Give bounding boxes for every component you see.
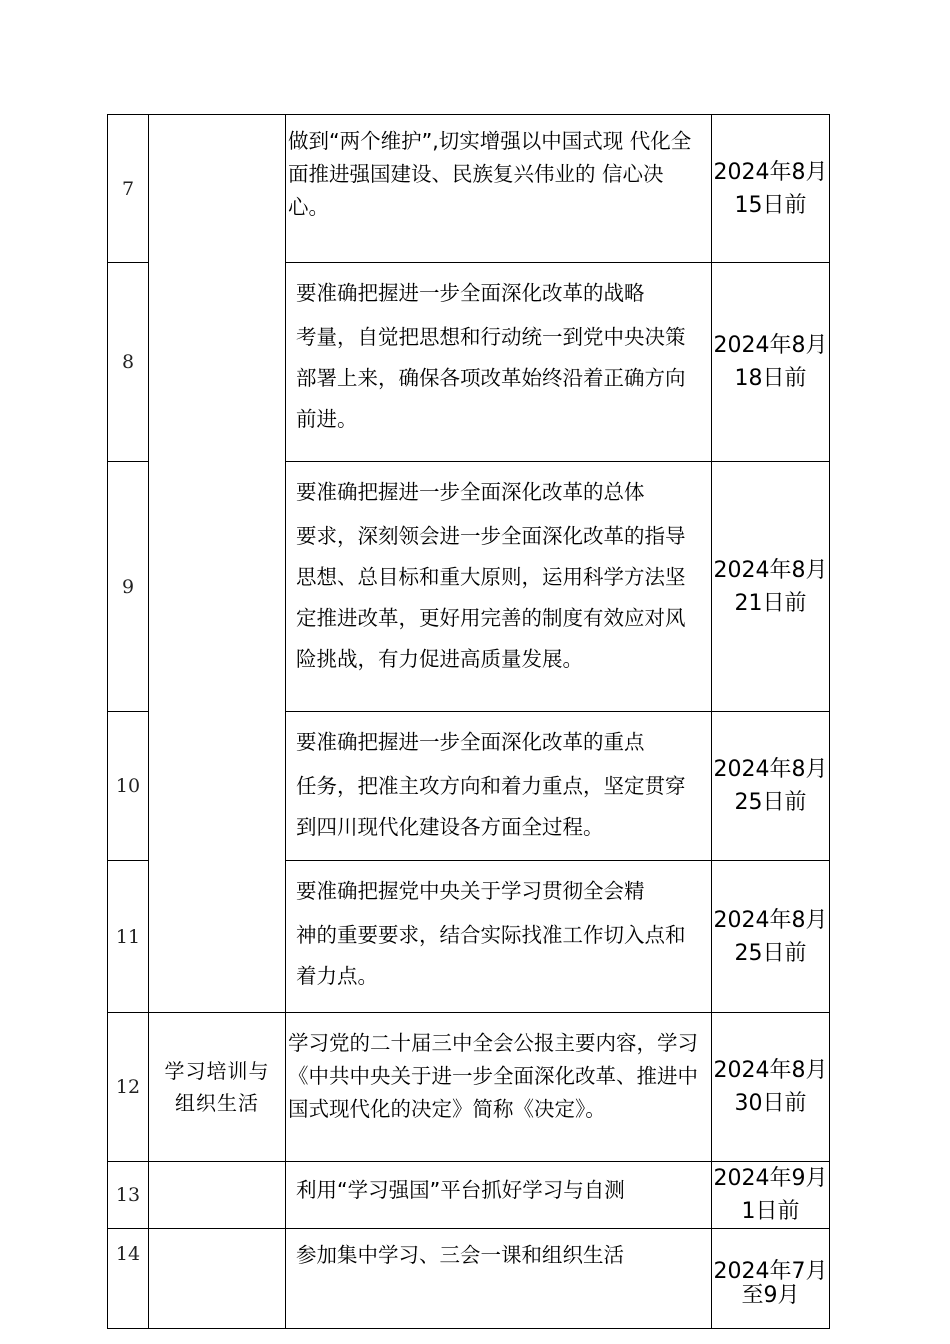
row-number: 12 [108, 1013, 149, 1162]
content-cell [286, 462, 712, 712]
category-cell [149, 462, 286, 712]
table-row [108, 712, 830, 861]
table-row [108, 1229, 830, 1329]
content-text: 要求，深刻领会进一步全面深化改革的指导思想、总目标和重大原则，运用科学方法坚定推进改革，更好用完善的制度有效应对风险挑战，有力促进高质量发展。 [296, 524, 686, 671]
row-number: 7 [108, 115, 149, 263]
row-number: 9 [108, 462, 149, 712]
deadline-cell: 2024年9月1日前 [712, 1162, 830, 1229]
content-cell [286, 1013, 712, 1162]
category-cell [149, 861, 286, 1013]
deadline-cell: 2024年8月30日前 [712, 1013, 830, 1162]
category-cell [149, 712, 286, 861]
category-cell [149, 1229, 286, 1329]
plan-table [107, 114, 830, 1329]
deadline-cell: 2024年7月至9月 [712, 1229, 830, 1329]
table-row [108, 115, 830, 263]
content-text: 神的重要要求，结合实际找准工作切入点和着力点。 [296, 923, 686, 988]
content-text: 任务，把准主攻方向和着力重点，坚定贯穿到四川现代化建设各方面全过程。 [296, 774, 686, 839]
row-number: 11 [108, 861, 149, 1013]
table-row [108, 1162, 830, 1229]
content-text: 利用“学习强国”平台抓好学习与自测 [296, 1178, 625, 1202]
deadline-cell: 2024年8月25日前 [712, 712, 830, 861]
row-number: 14 [108, 1229, 149, 1329]
content-text: 考量，自觉把思想和行动统一到党中央决策部署上来，确保各项改革始终沿着正确方向前进。 [296, 325, 686, 431]
table-row [108, 462, 830, 712]
category-cell: 学习培训与组织生活 [149, 1013, 286, 1162]
row-number: 8 [108, 263, 149, 462]
content-first-line: 要准确把握进一步全面深化改革的战略 [296, 281, 645, 305]
category-cell [149, 115, 286, 263]
category-cell [149, 263, 286, 462]
deadline-cell: 2024年8月18日前 [712, 263, 830, 462]
table-row [108, 861, 830, 1013]
content-first-line: 要准确把握党中央关于学习贯彻全会精 [296, 879, 645, 903]
content-cell [286, 1229, 712, 1329]
content-text: 做到“两个维护”,切实增强以中国式现 代化全面推进强国建设、民族复兴伟业的 信心决心。 [288, 129, 692, 219]
content-cell [286, 115, 712, 263]
content-text: 学习党的二十届三中全会公报主要内容，学习《中共中央关于进一步全面深化改革、推进中国式现代化的决定》简称《决定》。 [288, 1031, 698, 1121]
category-cell [149, 1162, 286, 1229]
content-cell [286, 1162, 712, 1229]
content-cell [286, 263, 712, 462]
content-text: 参加集中学习、三会一课和组织生活 [296, 1243, 624, 1267]
content-first-line: 要准确把握进一步全面深化改革的重点 [296, 730, 645, 754]
table-row [108, 263, 830, 462]
content-cell [286, 712, 712, 861]
deadline-cell: 2024年8月25日前 [712, 861, 830, 1013]
content-first-line: 要准确把握进一步全面深化改革的总体 [296, 480, 645, 504]
row-number: 10 [108, 712, 149, 861]
table-row [108, 1013, 830, 1162]
row-number: 13 [108, 1162, 149, 1229]
content-cell [286, 861, 712, 1013]
deadline-cell: 2024年8月21日前 [712, 462, 830, 712]
deadline-cell: 2024年8月15日前 [712, 115, 830, 263]
